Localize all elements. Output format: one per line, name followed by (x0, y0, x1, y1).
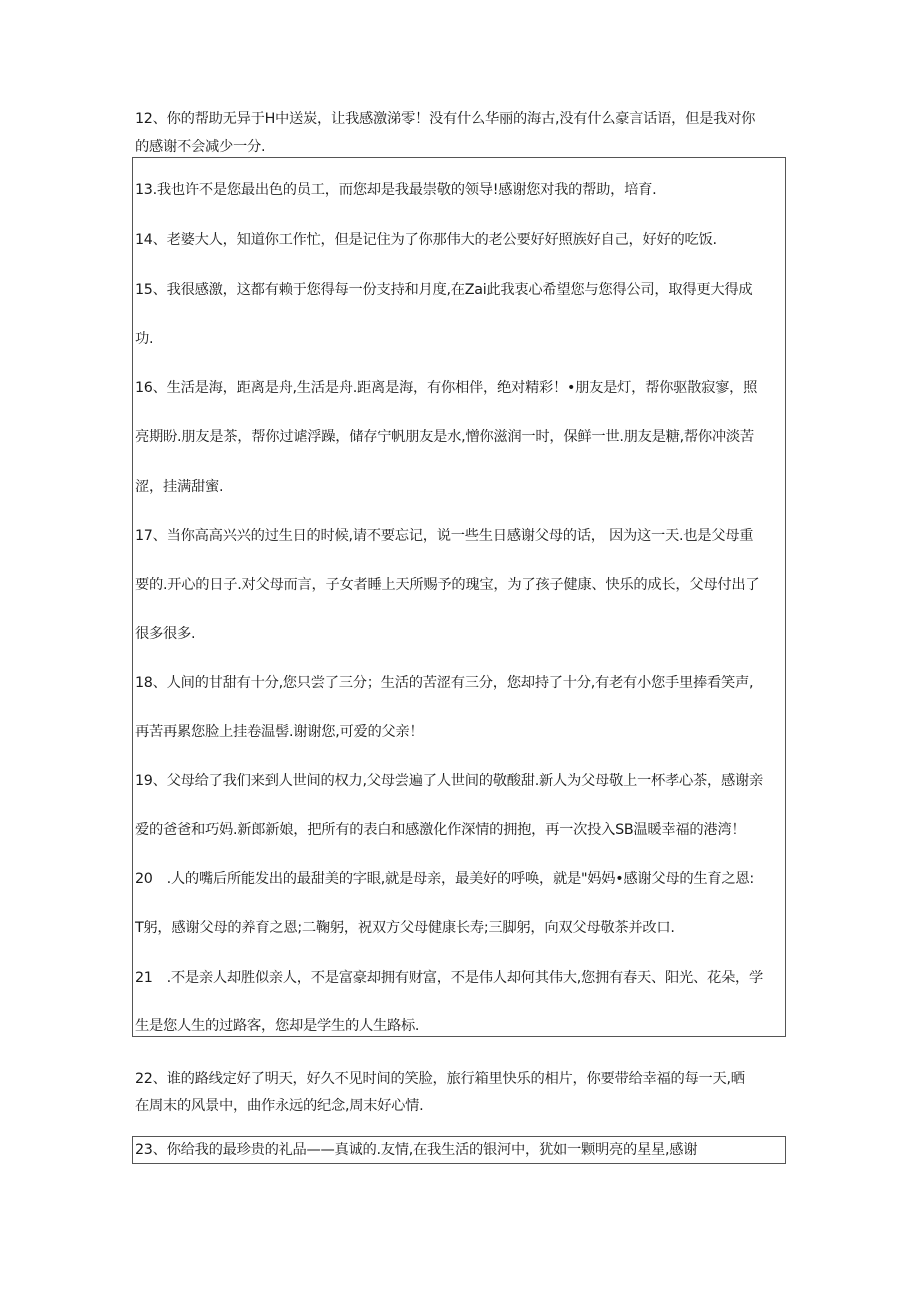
item-15-line-2: 功. (135, 331, 154, 347)
item-16-line-3: 涩，挂满甜蜜. (135, 479, 224, 495)
item-16-line-1: 16、生活是海，距离是舟,生活是舟.距离是海，有你相伴，绝对精彩！•朋友是灯，帮你驱散寂寥，照 (135, 380, 758, 396)
item-20-line-1: 20 .人的嘴后所能发出的最甜美的字眼,就是母亲，最美好的呼唤，就是"妈妈•感谢父母的生育之恩: (135, 871, 754, 887)
item-22-line-2: 在周末的风景中，曲作永远的纪念,周末好心情. (135, 1098, 424, 1114)
item-14-line-1: 14、老婆大人，知道你工作忙，但是记住为了你那伟大的老公要好好照族好自己，好好的吃饭. (135, 232, 717, 248)
item-23-line-1: 23、你给我的最珍贵的礼品——真诚的.友情,在我生活的银河中，犹如一颗明亮的星星,感谢 (135, 1142, 698, 1158)
item-22-line-1: 22、谁的路线定好了明天，好久不见时间的笑脸，旅行箱里快乐的相片，你要带给幸福的每一天,晒 (135, 1071, 745, 1087)
item-12-line-2: 的感谢不会减少一分. (135, 139, 266, 155)
item-20-line-2: T躬，感谢父母的养育之恩;二鞠躬，祝双方父母健康长寿;三脚躬，向双父母敬茶并改口. (135, 920, 675, 936)
item-16-line-2: 亮期盼.朋友是茶，帮你过谑浮躁，储存宁帆朋友是水,憎你滋润一时，保鲜一世.朋友是糖,帮你冲淡苦 (135, 429, 754, 445)
item-12-line-1: 12、你的帮助无异于H中送炭，让我感激涕零！没有什么华丽的海古,没有什么豪言话语，但是我对你 (135, 111, 756, 127)
item-21-line-1: 21 .不是亲人却胜似亲人，不是富豪却拥有财富，不是伟人却何其伟大,您拥有春天、阳光、花朵，学 (135, 970, 763, 986)
item-18-line-1: 18、人间的甘甜有十分,您只尝了三分；生活的苦涩有三分，您却持了十分,有老有小您手里捧看笑声, (135, 675, 754, 691)
item-17-line-3: 很多很多. (135, 626, 196, 642)
item-17-line-2: 要的.开心的日子.对父母而言，子女者睡上天所赐予的瑰宝，为了孩子健康、快乐的成长，父母付出了 (135, 577, 760, 593)
item-19-line-2: 爱的爸爸和巧妈.新郎新娘，把所有的表白和感激化作深情的拥抱，再一次投入SB温暖幸福的港湾！ (135, 822, 746, 838)
item-17-line-1: 17、当你高高兴兴的过生日的时候,请不要忘记，说一些生日感谢父母的话， 因为这一天.也是父母重 (135, 528, 754, 544)
item-18-line-2: 再苦再累您脸上挂卷温髻.谢谢您,可爱的父亲！ (135, 724, 424, 740)
item-19-line-1: 19、父母给了我们来到人世间的权力,父母尝遍了人世间的敬酸甜.新人为父母敬上一杯孝心茶，感谢亲 (135, 773, 763, 789)
item-21-line-2: 生是您人生的过路客，您却是学生的人生路标. (135, 1018, 420, 1034)
item-15-line-1: 15、我很感激，这都有赖于您得每一份支持和月度,在Zai此我衷心希望您与您得公司，取得更大得成 (135, 282, 753, 298)
item-13-line-1: 13.我也许不是您最出色的员工，而您却是我最崇敬的领导!感谢您对我的帮助，培育. (135, 182, 657, 198)
